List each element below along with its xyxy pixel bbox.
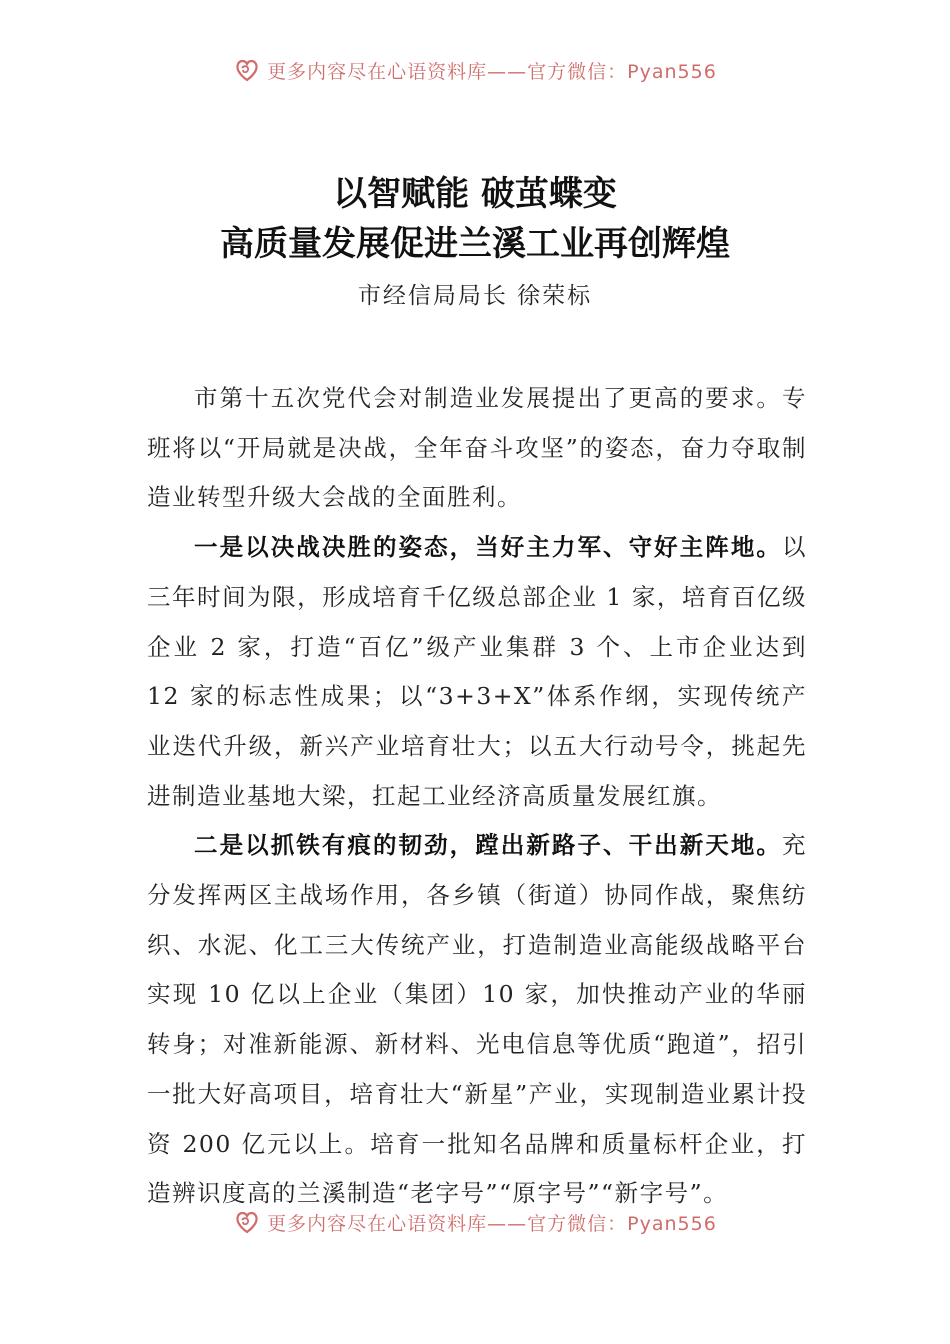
paragraph-point-two bbox=[147, 821, 807, 1219]
paragraph-text: 以三年时间为限，形成培育千亿级总部企业 1 家，培育百亿级企业 2 家，打造“百亿”级产业集群 3 个、上市企业达到 12 家的标志性成果；以“3+3+X”体系作纲，实现传统产业迭代升级，新兴产业培育壮大；以五大行动号令，挑起先进制造业基地大梁，扛起工业经济高质量发展红旗。 bbox=[147, 533, 807, 810]
watermark-footer bbox=[0, 1208, 950, 1236]
watermark-text: 更多内容尽在心语资料库——官方微信：Pyan556 bbox=[267, 1212, 717, 1235]
heart-swirl-logo-icon bbox=[233, 1208, 261, 1236]
watermark-header bbox=[0, 56, 950, 84]
paragraph-text: 市第十五次党代会对制造业发展提出了更高的要求。专班将以“开局就是决战，全年奋斗攻坚”的姿态，奋力夺取制造业转型升级大会战的全面胜利。 bbox=[147, 384, 807, 512]
heart-swirl-logo-icon bbox=[233, 56, 261, 84]
paragraph-intro bbox=[147, 374, 807, 523]
watermark-text: 更多内容尽在心语资料库——官方微信：Pyan556 bbox=[267, 60, 717, 83]
paragraph-text: 充分发挥两区主战场作用，各乡镇（街道）协同作战，聚焦纺织、水泥、化工三大传统产业，打造制造业高能级战略平台实现 10 亿以上企业（集团）10 家，加快推动产业的华丽转身；对准新能源、新材料、光电信息等优质“跑道”，招引一批大好高项目，培育壮大“新星”产业，实现制造业累计投资 200 亿元以上。培育一批知名品牌和质量标杆企业，打造辨识度高的兰溪制造“老字号”“原字号”“新字号”。 bbox=[147, 831, 807, 1208]
paragraph-lead: 二是以抓铁有痕的韧劲，蹚出新路子、干出新天地。 bbox=[194, 831, 782, 860]
document-title-line-1: 以智赋能 破茧蝶变 bbox=[333, 174, 617, 214]
document-title-line-2: 高质量发展促进兰溪工业再创辉煌 bbox=[220, 224, 730, 264]
article-body bbox=[147, 374, 807, 1219]
paragraph-lead: 一是以决战决胜的姿态，当好主力军、守好主阵地。 bbox=[194, 533, 782, 562]
paragraph-point-one bbox=[147, 523, 807, 821]
author-byline: 市经信局局长 徐荣标 bbox=[357, 283, 593, 309]
